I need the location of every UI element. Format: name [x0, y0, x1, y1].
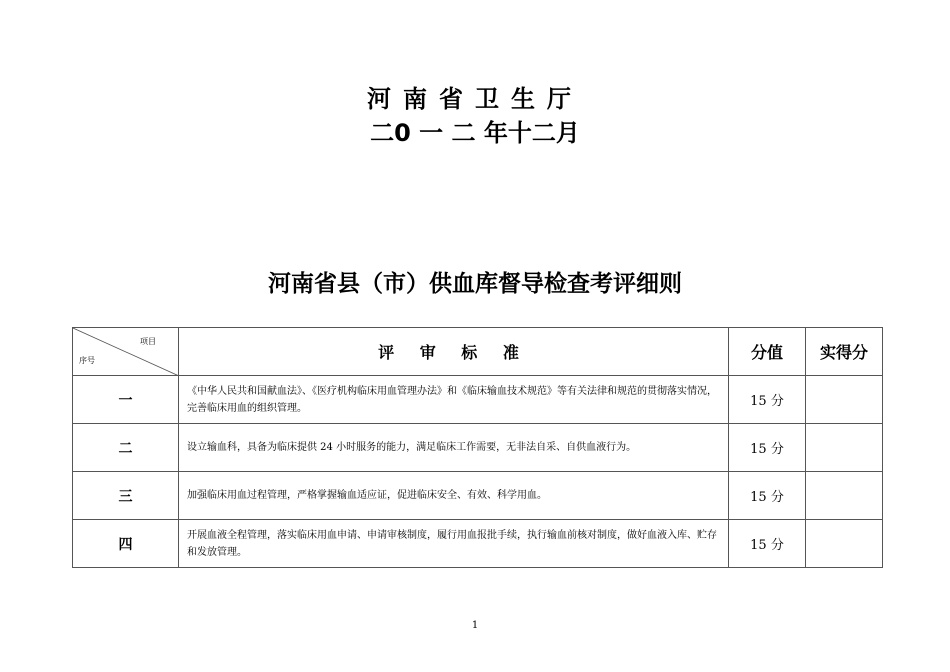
row-actual-score[interactable]: [806, 520, 883, 568]
row-score: 15 分: [729, 424, 806, 472]
diagonal-line: [73, 328, 179, 376]
header-actual-score: 实得分: [806, 328, 883, 376]
row-score: 15 分: [729, 520, 806, 568]
row-criteria: 加强临床用血过程管理，严格掌握输血适应证，促进临床安全、有效、科学用血。: [179, 472, 729, 520]
table-row: [73, 472, 883, 520]
row-actual-score[interactable]: [806, 472, 883, 520]
issue-date: 二0 一 二 年十二月: [370, 119, 580, 147]
row-criteria: 开展血液全程管理，落实临床用血申请、申请审核制度，履行用血报批手续，执行输血前核对制度，做好血液入库、贮存和发放管理。: [179, 520, 729, 568]
table-row: [73, 424, 883, 472]
row-seq: 二: [73, 424, 179, 472]
page-number: 1: [471, 620, 479, 631]
header-seq-label: 序号: [79, 356, 95, 365]
row-score: 15 分: [729, 472, 806, 520]
table-header-row: [73, 328, 883, 376]
row-criteria: 《中华人民共和国献血法》、《医疗机构临床用血管理办法》和《临床输血技术规范》等有关法律和规范的贯彻落实情况，完善临床用血的组织管理。: [179, 376, 729, 424]
document-title: 河南省县（市）供血库督导检查考评细则: [268, 271, 682, 297]
header-criteria: 评 审 标 准: [179, 328, 729, 376]
row-criteria: 设立输血科，具备为临床提供 24 小时服务的能力，满足临床工作需要，无非法自采、自供血液行为。: [179, 424, 729, 472]
header-item-label: 项目: [140, 337, 156, 346]
row-actual-score[interactable]: [806, 424, 883, 472]
row-seq: 四: [73, 520, 179, 568]
row-score: 15 分: [729, 376, 806, 424]
row-seq: 一: [73, 376, 179, 424]
row-seq: 三: [73, 472, 179, 520]
issuing-org: 河南省卫生厅: [367, 85, 583, 113]
table-row: [73, 520, 883, 568]
evaluation-table: [72, 327, 883, 568]
row-actual-score[interactable]: [806, 376, 883, 424]
header-diagonal-cell: [73, 328, 179, 376]
table-row: [73, 376, 883, 424]
header-score: 分值: [729, 328, 806, 376]
